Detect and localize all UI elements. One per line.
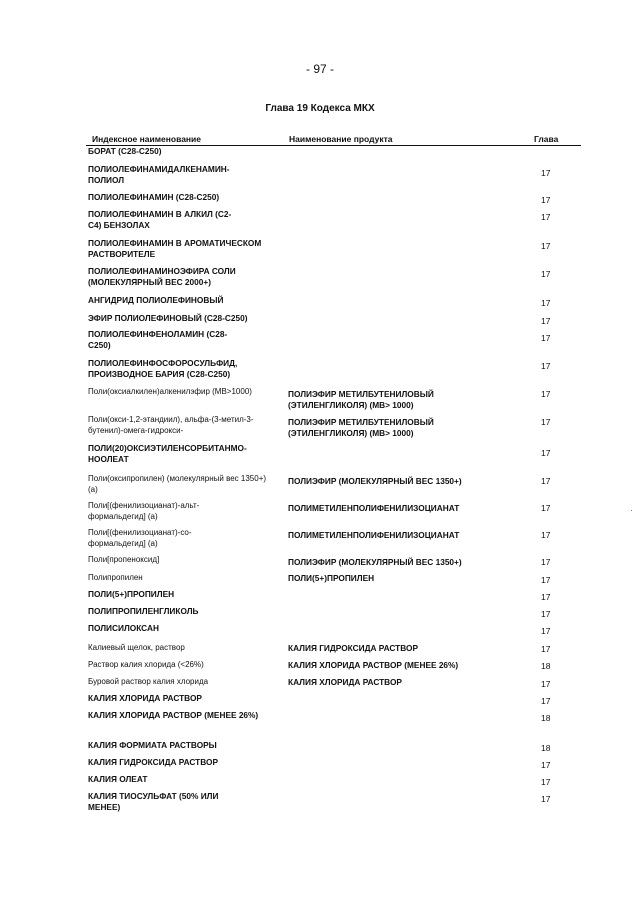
chapter-cell: 17	[541, 316, 551, 326]
index-name-cell: Поли(оксипропилен) (молекулярный вес 1350+) (а)	[88, 474, 267, 494]
chapter-cell: 17	[541, 417, 551, 427]
index-name-cell: ЭФИР ПОЛИОЛЕФИНОВЫЙ (C28-C250)	[88, 313, 248, 323]
product-name-cell: КАЛИЯ ХЛОРИДА РАСТВОР	[288, 677, 402, 687]
index-name-cell: ПОЛИСИЛОКСАН	[88, 623, 159, 633]
product-name-cell: ПОЛИМЕТИЛЕНПОЛИФЕНИЛИЗОЦИАНАТ	[288, 530, 460, 540]
index-name-cell: КАЛИЯ ФОРМИАТА РАСТВОРЫ	[88, 740, 217, 750]
index-name-cell: КАЛИЯ ХЛОРИДА РАСТВОР	[88, 693, 202, 703]
chapter-cell: 17	[541, 195, 551, 205]
chapter-cell: 17	[541, 592, 551, 602]
chapter-cell: 17	[541, 760, 551, 770]
index-name-cell: ПОЛИОЛЕФИНАМИН В АЛКИЛ (C2-C4) БЕНЗОЛАХ	[88, 209, 232, 230]
index-name-cell: КАЛИЯ ОЛЕАТ	[88, 774, 148, 784]
chapter-cell: 17	[541, 168, 551, 178]
header-chapter: Глава	[534, 134, 559, 144]
chapter-cell: 17	[541, 679, 551, 689]
chapter-cell: 18	[541, 743, 551, 753]
index-name-cell: БОРАТ (C28-C250)	[88, 146, 162, 156]
index-name-cell: ПОЛИОЛЕФИНФОСФОРОСУЛЬФИД, ПРОИЗВОДНОЕ БАРИЯ (C28-C250)	[88, 358, 238, 379]
index-name-cell: ПОЛИ(20)ОКСИЭТИЛЕНСОРБИТАНМО-НООЛЕАТ	[88, 443, 247, 464]
chapter-cell: 17	[541, 609, 551, 619]
product-name-cell: ПОЛИЭФИР МЕТИЛБУТЕНИЛОВЫЙ (ЭТИЛЕНГЛИКОЛЯ) (МВ> 1000)	[288, 389, 434, 410]
index-name-cell: КАЛИЯ ТИОСУЛЬФАТ (50% ИЛИ МЕНЕЕ)	[88, 791, 219, 812]
index-name-cell: Раствор калия хлорида (<26%)	[88, 660, 204, 669]
index-name-cell: Поли(оксиалкилен)алкенилэфир (МВ>1000)	[88, 387, 252, 396]
product-name-cell: ПОЛИЭФИР (МОЛЕКУЛЯРНЫЙ ВЕС 1350+)	[288, 476, 462, 486]
chapter-cell: 17	[541, 557, 551, 567]
index-name-cell: Поли[(фенилизоцианат)-альт-формальдегид] (а)	[88, 501, 200, 521]
chapter-cell: 17	[541, 503, 551, 513]
index-name-cell: ПОЛИОЛЕФИНФЕНОЛАМИН (C28-C250)	[88, 329, 228, 350]
index-name-cell: КАЛИЯ ГИДРОКСИДА РАСТВОР	[88, 757, 218, 767]
index-name-cell: Поли[пропеноксид]	[88, 555, 160, 564]
page-title: Глава 19 Кодекса МКХ	[265, 103, 375, 114]
index-name-cell: Калиевый щелок, раствор	[88, 643, 185, 652]
chapter-cell: 17	[541, 644, 551, 654]
header-index-name: Индексное наименование	[92, 134, 202, 144]
chapter-cell: 18	[541, 713, 551, 723]
index-name-cell: Полипропилен	[88, 573, 143, 582]
chapter-cell: 17	[541, 626, 551, 636]
chapter-cell: 17	[541, 476, 551, 486]
index-name-cell: ПОЛИПРОПИЛЕНГЛИКОЛЬ	[88, 606, 199, 616]
chapter-cell: 17	[541, 361, 551, 371]
chapter-cell: 17	[541, 298, 551, 308]
product-name-cell: КАЛИЯ ГИДРОКСИДА РАСТВОР	[288, 643, 418, 653]
product-name-cell: КАЛИЯ ХЛОРИДА РАСТВОР (МЕНЕЕ 26%)	[288, 660, 459, 670]
index-name-cell: ПОЛИОЛЕФИНАМИН (C28-C250)	[88, 192, 220, 202]
index-name-cell: Буровой раствор калия хлорида	[88, 677, 209, 686]
chapter-cell: 17	[541, 212, 551, 222]
index-name-cell: ПОЛИОЛЕФИНАМИДАЛКЕНАМИН-ПОЛИОЛ	[88, 164, 230, 185]
index-name-cell: Поли(окси-1,2-этандиил), альфа-(3-метил-3-бутенил)-омега-гидрокси-	[88, 415, 254, 435]
chapter-cell: 17	[541, 241, 551, 251]
chapter-cell: 17	[541, 389, 551, 399]
index-name-cell: ПОЛИОЛЕФИНАМИНОЭФИРА СОЛИ (МОЛЕКУЛЯРНЫЙ ВЕС 2000+)	[88, 266, 236, 287]
index-name-cell: Поли[(фенилизоцианат)-со-формальдегид] (а)	[88, 528, 192, 548]
product-name-cell: ПОЛИ(5+)ПРОПИЛЕН	[288, 573, 375, 583]
chapter-cell: 18	[541, 661, 551, 671]
chapter-cell: 17	[541, 794, 551, 804]
page-number: - 97 -	[305, 62, 334, 76]
product-name-cell: ПОЛИМЕТИЛЕНПОЛИФЕНИЛИЗОЦИАНАТ	[288, 503, 460, 513]
chapter-cell: 17	[541, 530, 551, 540]
header-product-name: Наименование продукта	[289, 134, 393, 144]
chapter-cell: 17	[541, 448, 551, 458]
scan-edge-mark: ·	[630, 505, 633, 515]
chapter-cell: 17	[541, 333, 551, 343]
index-name-cell: ПОЛИ(5+)ПРОПИЛЕН	[88, 589, 175, 599]
chapter-cell: 17	[541, 777, 551, 787]
chapter-cell: 17	[541, 269, 551, 279]
index-name-cell: ПОЛИОЛЕФИНАМИН В АРОМАТИЧЕСКОМ РАСТВОРИТЕЛЕ	[88, 238, 262, 259]
index-name-cell: АНГИДРИД ПОЛИОЛЕФИНОВЫЙ	[88, 295, 224, 305]
product-name-cell: ПОЛИЭФИР (МОЛЕКУЛЯРНЫЙ ВЕС 1350+)	[288, 557, 462, 567]
chapter-cell: 17	[541, 575, 551, 585]
index-name-cell: КАЛИЯ ХЛОРИДА РАСТВОР (МЕНЕЕ 26%)	[88, 710, 259, 720]
product-name-cell: ПОЛИЭФИР МЕТИЛБУТЕНИЛОВЫЙ (ЭТИЛЕНГЛИКОЛЯ) (МВ> 1000)	[288, 417, 434, 438]
chapter-cell: 17	[541, 696, 551, 706]
